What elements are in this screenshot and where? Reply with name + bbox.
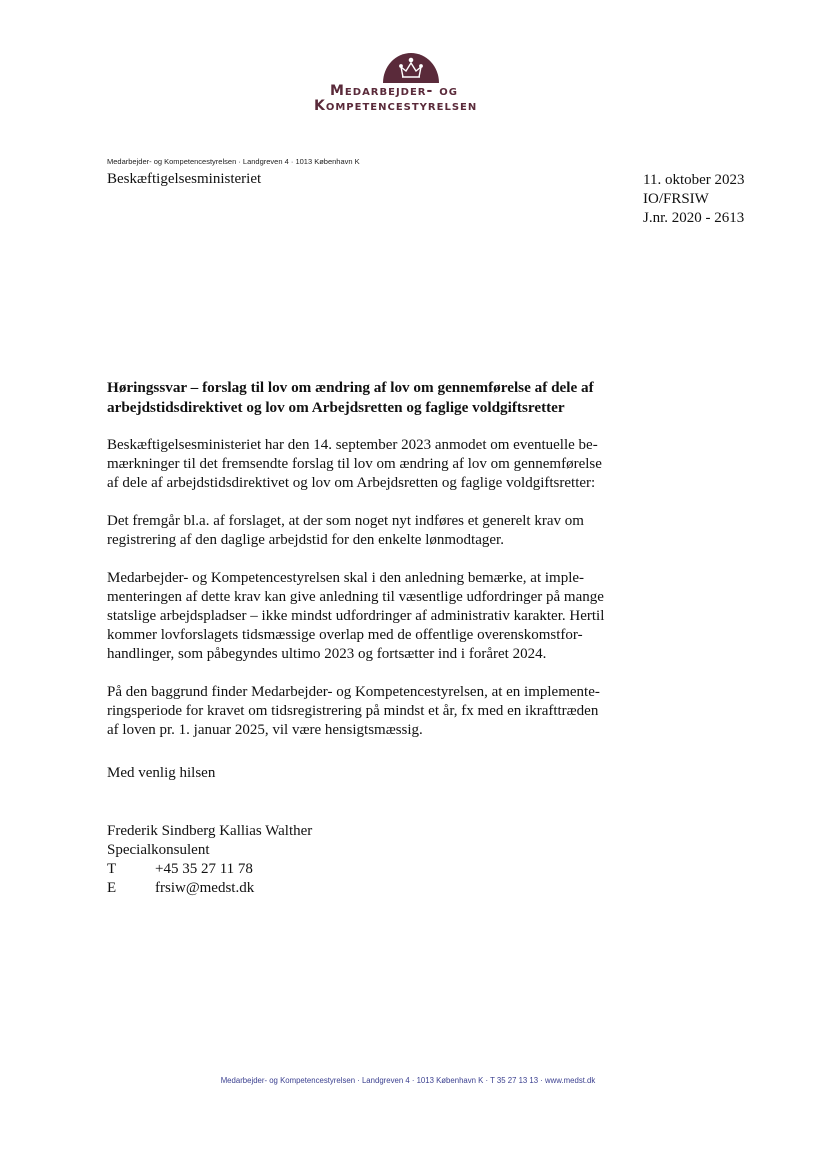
paragraph-line: af loven pr. 1. januar 2025, vil være hensigtsmæssig. <box>107 722 423 738</box>
signature-block <box>107 822 312 898</box>
logo-text-line2: Kompetencestyrelsen <box>314 98 478 114</box>
email-row <box>107 879 312 898</box>
paragraph-line: registrering af den daglige arbejdstid for den enkelte lønmodtager. <box>107 532 504 548</box>
crown-emblem-icon <box>383 53 439 83</box>
phone-row <box>107 860 312 879</box>
paragraph-line: ringsperiode for kravet om tidsregistrering på mindst et år, fx med en ikrafttræden <box>107 703 599 719</box>
paragraph-line: kommer lovforslagets tidsmæssige overlap med de offentlige overenskomstfor- <box>107 627 583 643</box>
sender-address-line: Medarbejder- og Kompetencestyrelsen · Landgreven 4 · 1013 København K <box>107 157 360 166</box>
paragraph-2 <box>107 512 732 550</box>
phone-label: T <box>107 861 117 877</box>
email-label: E <box>107 880 117 896</box>
recipient: Beskæftigelsesministeriet <box>107 171 262 187</box>
letter-date: 11. oktober 2023 <box>643 172 745 188</box>
page-footer: Medarbejder- og Kompetencestyrelsen · Landgreven 4 · 1013 København K · T 35 27 13 13 · www.medst.dk <box>220 1076 596 1085</box>
paragraph-line: På den baggrund finder Medarbejder- og Kompetencestyrelsen, at en implemente- <box>107 684 600 700</box>
paragraph-4 <box>107 683 732 740</box>
logo-text-line1: Medarbejder- og <box>330 83 458 99</box>
phone-number: +45 35 27 11 78 <box>155 861 253 877</box>
journal-number: J.nr. 2020 - 2613 <box>643 210 745 226</box>
paragraph-line: Det fremgår bl.a. af forslaget, at der som noget nyt indføres et generelt krav om <box>107 513 584 529</box>
letter-subject: Høringssvar – forslag til lov om ændring af lov om gennemførelse af dele af arbejdstidsdirektivet og lov om Arbejdsretten og faglige voldgiftsretter <box>107 379 594 416</box>
email-address[interactable]: frsiw@medst.dk <box>155 880 255 896</box>
paragraph-line: af dele af arbejdstidsdirektivet og lov om Arbejdsretten og faglige voldgiftsretter: <box>107 475 596 491</box>
paragraph-line: menteringen af dette krav kan give anledning til væsentlige udfordringer på mange <box>107 589 604 605</box>
paragraph-line: handlinger, som påbegyndes ultimo 2023 og fortsætter ind i foråret 2024. <box>107 646 547 662</box>
signatory-name: Frederik Sindberg Kallias Walther <box>107 823 313 839</box>
paragraph-line: mærkninger til det fremsendte forslag til lov om ændring af lov om gennemførelse <box>107 456 602 472</box>
paragraph-1 <box>107 436 732 493</box>
signatory-title: Specialkonsulent <box>107 842 210 858</box>
paragraph-3 <box>107 569 732 664</box>
letter-meta <box>643 171 745 228</box>
letter-reference: IO/FRSIW <box>643 191 709 207</box>
paragraph-line: statslige arbejdspladser – ikke mindst udfordringer af administrativ karakter. Hertil <box>107 608 605 624</box>
letter-body <box>107 436 732 759</box>
paragraph-line: Beskæftigelsesministeriet har den 14. september 2023 anmodet om eventuelle be- <box>107 437 598 453</box>
paragraph-line: Medarbejder- og Kompetencestyrelsen skal i den anledning bemærke, at imple- <box>107 570 585 586</box>
signoff: Med venlig hilsen <box>107 765 216 781</box>
